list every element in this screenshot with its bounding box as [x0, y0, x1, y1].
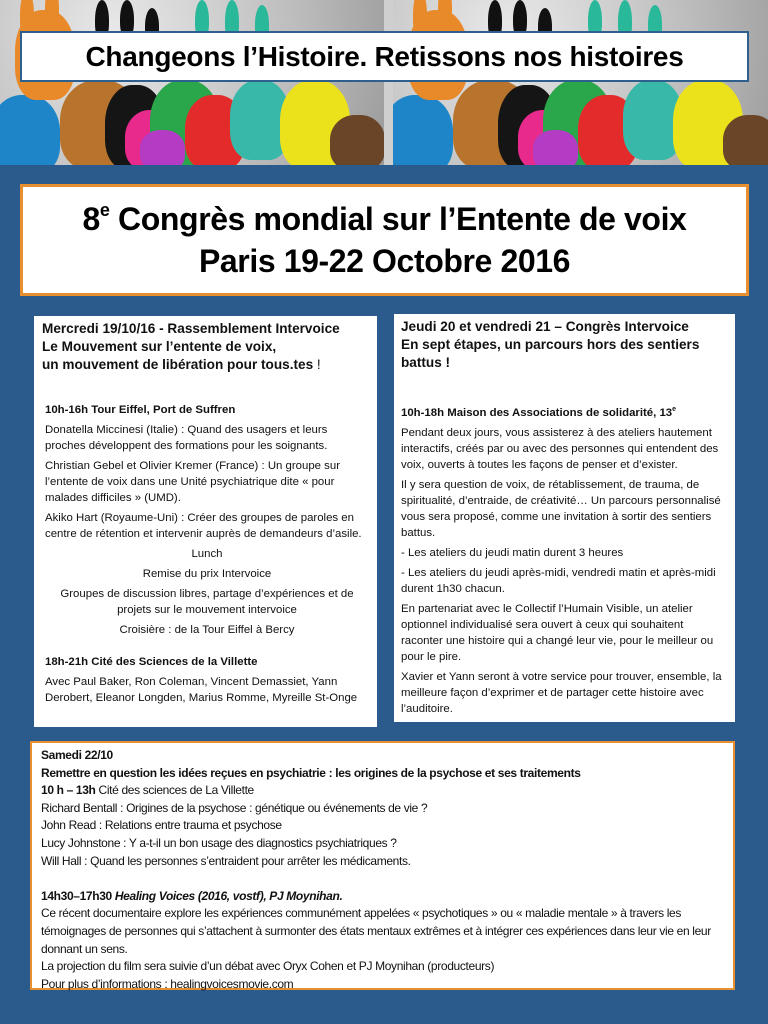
- debate-info: La projection du film sera suivie d’un débat avec Oryx Cohen et PJ Moynihan (producteurs): [41, 959, 495, 974]
- painted-hands-image: [0, 0, 384, 165]
- congress-dates: Paris 19-22 Octobre 2016: [198, 243, 571, 279]
- saturday-panel: [30, 741, 735, 990]
- talk-item: Christian Gebel et Olivier Kremer (France) : Un groupe sur l’entente de voix dans une Unité psychiatrique dite « pour malades difficiles » (UMD).: [45, 460, 340, 504]
- description-paragraph: En partenariat avec le Collectif l’Humain Visible, un atelier optionnel individualisé sera ouvert à ceux qui souhaitent raconter une histoire qui a changé leur vie, pour le meilleur ou pour le pire.: [401, 602, 714, 663]
- ordinal-superscript: e: [99, 200, 110, 220]
- agenda-item-cruise: Croisière : de la Tour Eiffel à Bercy: [119, 624, 295, 636]
- description-paragraph: Xavier et Yann seront à votre service pour trouver, ensemble, la meilleure façon d’exprimer et de partager cette histoire avec l’auditoire.: [401, 670, 722, 715]
- saturday-theme: Remettre en question les idées reçues en psychiatrie : les origines de la psychose et ses traitements: [41, 765, 581, 780]
- congress-title-text: Congrès mondial sur l’Entente de voix: [109, 201, 687, 237]
- hands-banner: [0, 0, 768, 165]
- talk-item: Lucy Johnstone : Y a-t-il un bon usage des diagnostics psychiatriques ?: [41, 835, 397, 850]
- session-eiffel-title: 10h-16h Tour Eiffel, Port de Suffren: [45, 404, 236, 416]
- session-villette-title: 18h-21h Cité des Sciences de la Villette: [45, 656, 258, 668]
- thursday-friday-heading-date: Jeudi 20 et vendredi 21 – Congrès Intervoice: [401, 319, 689, 334]
- talk-item: John Read : Relations entre trauma et psychose: [41, 818, 282, 833]
- talk-item: Will Hall : Quand les personnes s’entraident pour arrêter les médicaments.: [41, 853, 411, 868]
- banner-title-box: [20, 31, 749, 82]
- talk-item: Richard Bentall : Origines de la psychose : génétique ou événements de vie ?: [41, 800, 428, 815]
- wednesday-heading-tagline: un mouvement de libération pour tous.tes !: [42, 357, 321, 372]
- agenda-item-discussion: Groupes de discussion libres, partage d’expériences et de projets sur le mouvement intervoice: [60, 588, 354, 616]
- film-description: Ce récent documentaire explore les expériences communément appelées « psychotiques » ou « maladie mentale » à travers les témoignages de personnes qui s’attachent à surmonter des états mentaux extrêmes et à intégrer ces expériences dans leur vie en leur donnant un sens.: [41, 906, 711, 956]
- congress-edition-number: 8: [82, 201, 100, 237]
- congress-title: [83, 198, 687, 240]
- agenda-item-award: Remise du prix Intervoice: [142, 568, 272, 580]
- description-paragraph: Pendant deux jours, vous assisterez à des ateliers hautement interactifs, créés par ou avec des personnes qui entendent des voix, ouverts à toutes les façons de penser et d’exister.: [401, 426, 719, 471]
- session-maison-title: 10h-18h Maison des Associations de solidarité, 13e: [401, 406, 677, 419]
- talk-item: Donatella Miccinesi (Italie) : Quand des usagers et leurs proches développent des formations pour les soignants.: [45, 424, 328, 452]
- painted-hands-image: [393, 0, 768, 165]
- wednesday-panel: [34, 316, 377, 727]
- talk-item: Akiko Hart (Royaume-Uni) : Créer des groupes de paroles en centre de rétention et intervenir auprès de demandeurs d’asile.: [45, 512, 362, 540]
- congress-title-box: [20, 184, 749, 296]
- wednesday-heading-date: Mercredi 19/10/16 - Rassemblement Intervoice: [42, 321, 340, 336]
- wednesday-heading-subtitle: Le Mouvement sur l’entente de voix,: [42, 339, 277, 354]
- saturday-date: Samedi 22/10: [41, 748, 113, 762]
- agenda-item-lunch: Lunch: [191, 548, 223, 560]
- workshop-duration-item: - Les ateliers du jeudi matin durent 3 heures: [401, 546, 624, 559]
- more-info-link: Pour plus d’informations : healingvoicesmovie.com: [41, 976, 294, 991]
- description-paragraph: Il y sera question de voix, de rétablissement, de trauma, de spiritualité, d’entraide, de créativité… Un parcours personnalisé vous sera proposé, comme une invitation à sortir des sentiers battus.: [401, 478, 721, 539]
- thursday-friday-heading-subtitle: En sept étapes, un parcours hors des sentiers battus !: [401, 337, 700, 370]
- workshop-duration-item: - Les ateliers du jeudi après-midi, vendredi matin et après-midi durent 1h30 chacun.: [401, 566, 716, 595]
- afternoon-session: 14h30–17h30 Healing Voices (2016, vostf), PJ Moynihan.: [41, 888, 343, 903]
- morning-session: 10 h – 13h Cité des sciences de La Villette: [41, 783, 254, 798]
- speakers-list: Avec Paul Baker, Ron Coleman, Vincent Demassiet, Yann Derobert, Eleanor Longden, Marius Romme, Myreille St-Onge: [45, 676, 358, 704]
- thursday-friday-panel: [394, 314, 735, 722]
- banner-title: Changeons l’Histoire. Retissons nos histoires: [85, 40, 684, 72]
